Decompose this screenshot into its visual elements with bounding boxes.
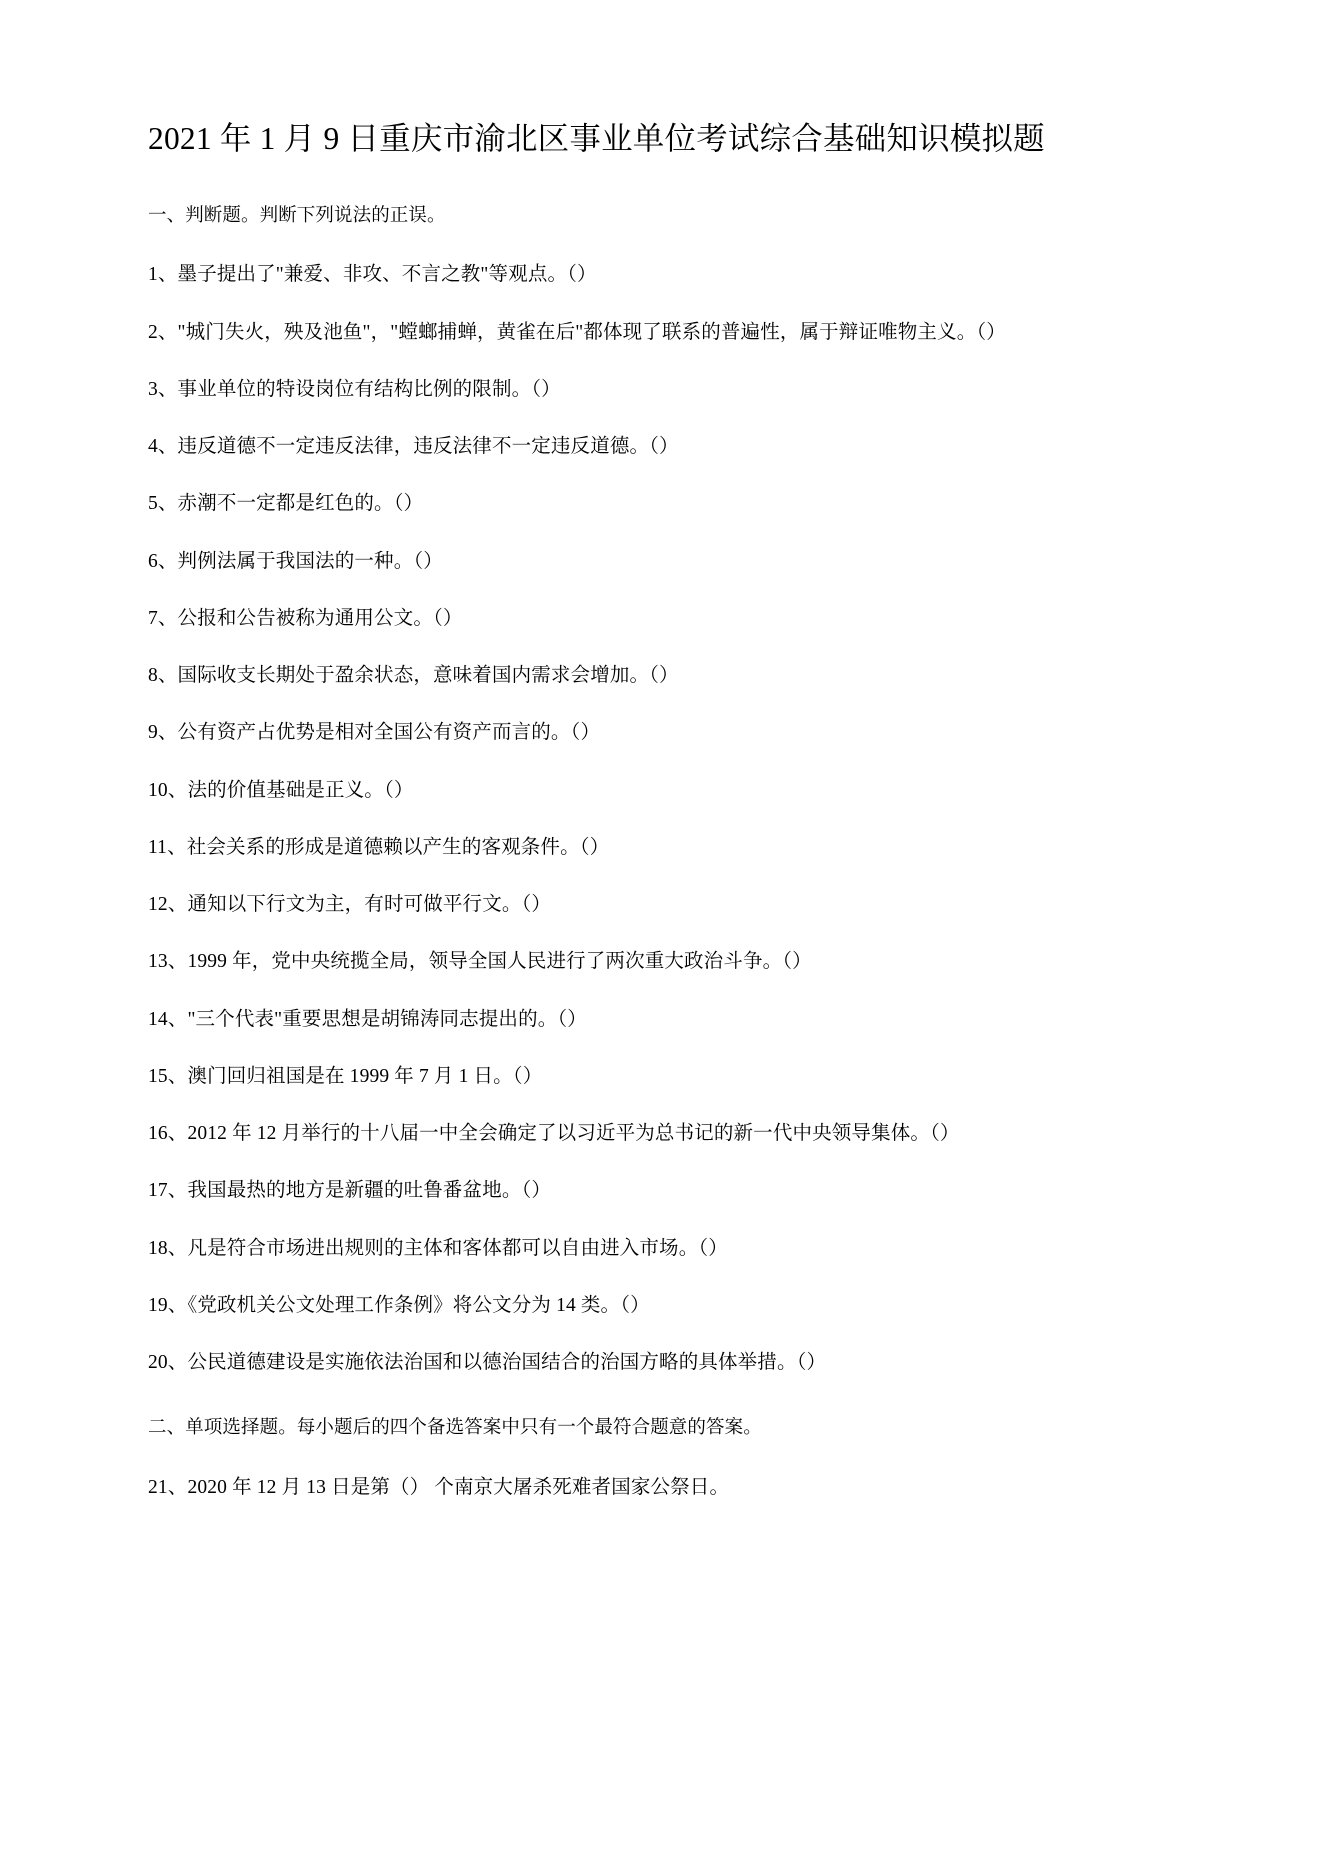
- question-item-8: 8、国际收支长期处于盈余状态，意味着国内需求会增加。（）: [148, 665, 679, 687]
- question-item-16: 16、2012 年 12 月举行的十八届一中全会确定了以习近平为总书记的新一代中央领导集体。（）: [148, 1123, 960, 1145]
- section-heading-multiple-choice: 二、单项选择题。每小题后的四个备选答案中只有一个最符合题意的答案。: [148, 1418, 762, 1439]
- section-heading-true-false: 一、判断题。判断下列说法的正误。: [148, 205, 446, 226]
- question-item-12: 12、通知以下行文为主，有时可做平行文。（）: [148, 894, 552, 916]
- question-item-17: 17、我国最热的地方是新疆的吐鲁番盆地。（）: [148, 1180, 552, 1202]
- question-item-4: 4、违反道德不一定违反法律，违反法律不一定违反道德。（）: [148, 436, 679, 458]
- question-item-9: 9、公有资产占优势是相对全国公有资产而言的。（）: [148, 722, 601, 744]
- question-item-20: 20、公民道德建设是实施依法治国和以德治国结合的治国方略的具体举措。（）: [148, 1352, 827, 1374]
- question-item-1: 1、墨子提出了"兼爱、非攻、不言之教"等观点。（）: [148, 264, 597, 286]
- question-item-6: 6、判例法属于我国法的一种。（）: [148, 550, 443, 572]
- question-item-10: 10、法的价值基础是正义。（）: [148, 779, 414, 801]
- question-item-19: 19、《党政机关公文处理工作条例》将公文分为 14 类。（）: [148, 1294, 650, 1316]
- question-item-5: 5、赤潮不一定都是红色的。（）: [148, 493, 424, 515]
- question-item-2: 2、"城门失火，殃及池鱼"，"螳螂捕蝉，黄雀在后"都体现了联系的普遍性，属于辩证唯物主义。（）: [148, 321, 1006, 343]
- question-item-15: 15、澳门回归祖国是在 1999 年 7 月 1 日。（）: [148, 1065, 543, 1087]
- page-title: 2021 年 1 月 9 日重庆市渝北区事业单位考试综合基础知识模拟题: [148, 121, 1045, 156]
- question-item-18: 18、凡是符合市场进出规则的主体和客体都可以自由进入市场。（）: [148, 1237, 728, 1259]
- question-item-11: 11、社会关系的形成是道德赖以产生的客观条件。（）: [148, 836, 610, 858]
- question-item-7: 7、公报和公告被称为通用公文。（）: [148, 607, 463, 629]
- question-item-14: 14、"三个代表"重要思想是胡锦涛同志提出的。（）: [148, 1008, 587, 1030]
- question-item-21: 21、2020 年 12 月 13 日是第（） 个南京大屠杀死难者国家公祭日。: [148, 1477, 730, 1499]
- question-item-13: 13、1999 年，党中央统揽全局，领导全国人民进行了两次重大政治斗争。（）: [148, 951, 812, 973]
- question-item-3: 3、事业单位的特设岗位有结构比例的限制。（）: [148, 378, 561, 400]
